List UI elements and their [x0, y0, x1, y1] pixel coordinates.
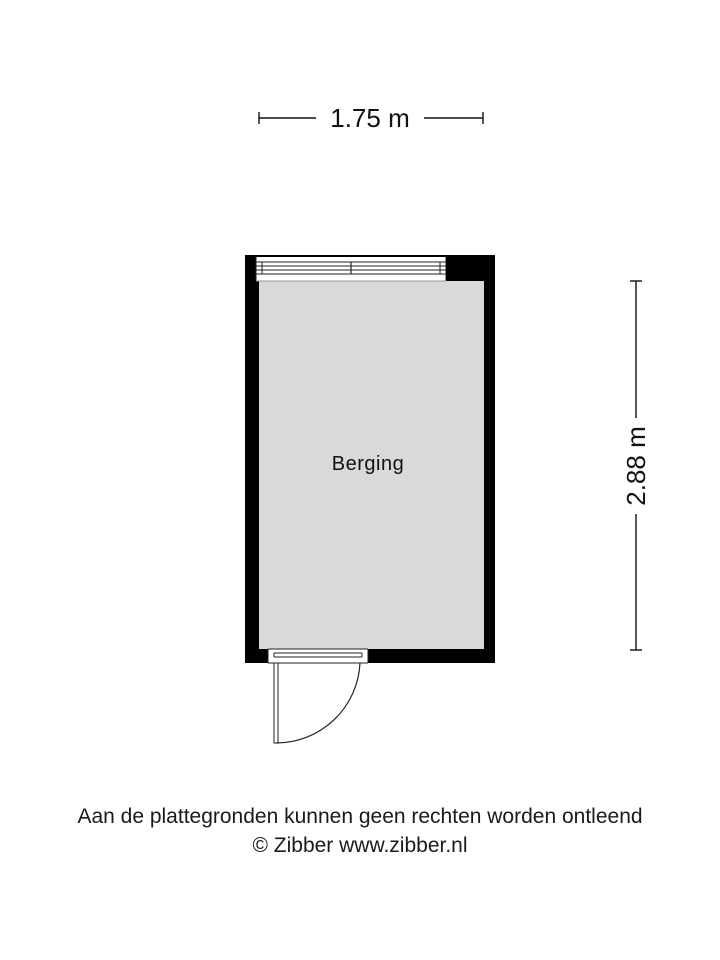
- height-dimension: [621, 281, 651, 650]
- door-leaf: [274, 663, 278, 743]
- height-label: 2.88 m: [621, 426, 651, 506]
- door[interactable]: [268, 649, 368, 743]
- width-label: 1.75 m: [330, 103, 410, 133]
- disclaimer-text: Aan de plattegronden kunnen geen rechten worden ontleend: [77, 805, 643, 828]
- copyright-text: © Zibber www.zibber.nl: [252, 834, 468, 857]
- width-dimension: [259, 103, 483, 133]
- top-window: [256, 257, 446, 281]
- door-swing-arc: [276, 663, 360, 743]
- corner-column: [446, 255, 495, 281]
- room-label: Berging: [331, 453, 405, 475]
